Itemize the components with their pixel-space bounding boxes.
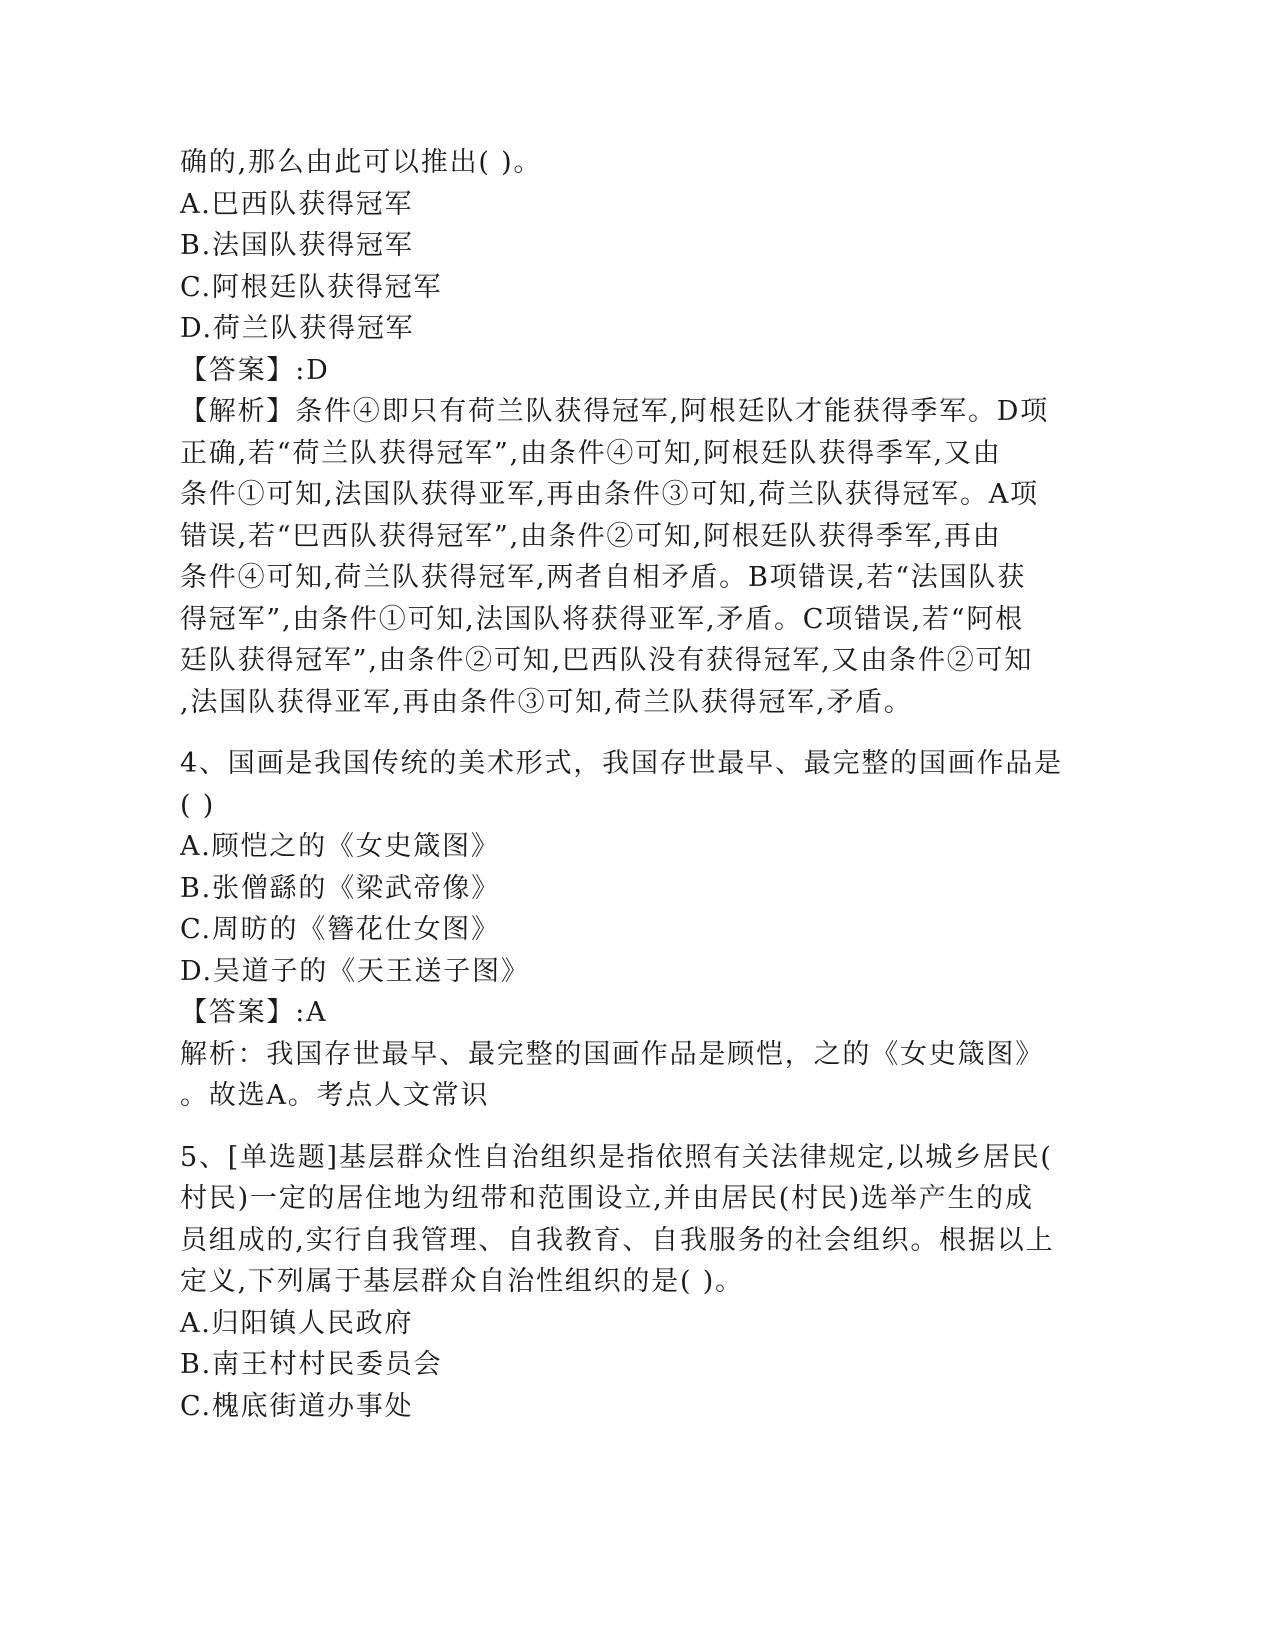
question-3-analysis-line: 廷队获得冠军”,由条件②可知,巴西队没有获得冠军,又由条件②可知	[180, 645, 1034, 676]
question-5-option-a: A.归阳镇人民政府	[180, 1307, 414, 1339]
question-3-analysis-line: 【解析】条件④即只有荷兰队获得冠军,阿根廷队才能获得季军。D项	[180, 396, 1050, 427]
question-3-analysis-line: 得冠军”,由条件①可知,法国队将获得亚军,矛盾。C项错误,若“阿根	[180, 603, 1024, 635]
question-3-option-a: A.巴西队获得冠军	[180, 188, 414, 220]
question-4-option-c: C.周昉的《簪花仕女图》	[180, 914, 500, 945]
question-3-answer: 【答案】:D	[180, 354, 330, 386]
question-4-answer: 【答案】:A	[180, 997, 328, 1028]
spacer	[180, 1117, 1040, 1137]
spacer	[180, 723, 1040, 743]
question-3-analysis-line: 条件①可知,法国队获得亚军,再由条件③可知,荷兰队获得冠军。A项	[180, 479, 1039, 510]
question-4-option-d: D.吴道子的《天王送子图》	[180, 955, 530, 987]
question-5-option-c: C.槐底街道办事处	[180, 1390, 414, 1422]
question-3-analysis-line: 条件④可知,荷兰队获得冠军,两者自相矛盾。B项错误,若“法国队获	[180, 562, 1026, 593]
page-content	[180, 142, 1063, 1427]
question-3-option-c: C.阿根廷队获得冠军	[180, 271, 443, 303]
question-3-stem-tail: 确的,那么由此可以推出( )。	[180, 147, 543, 178]
question-4-analysis-line: 。故选A。考点人文常识	[180, 1080, 490, 1111]
question-4-option-a: A.顾恺之的《女史箴图》	[180, 831, 500, 862]
question-3-analysis-line: 错误,若“巴西队获得冠军”,由条件②可知,阿根廷队获得季军,再由	[180, 520, 1002, 552]
question-4-option-b: B.张僧繇的《梁武帝像》	[180, 872, 501, 904]
question-5-stem-line: 员组成的,实行自我管理、自我教育、自我服务的社会组织。根据以上	[180, 1224, 1055, 1256]
question-3-option-d: D.荷兰队获得冠军	[180, 313, 415, 344]
question-5-stem-line: 村民)一定的居住地为纽带和范围设立,并由居民(村民)选举产生的成	[180, 1183, 1034, 1214]
question-4-analysis-line: 解析：我国存世最早、最完整的国画作品是顾恺，之的《女史箴图》	[180, 1038, 1044, 1070]
question-3-analysis-line: ,法国队获得亚军,再由条件③可知,荷兰队获得冠军,矛盾。	[180, 686, 913, 718]
question-5-block	[180, 1137, 1055, 1428]
question-5-option-b: B.南王村村民委员会	[180, 1349, 443, 1380]
question-5-stem-line: 定义,下列属于基层群众自治性组织的是( )。	[180, 1266, 744, 1297]
question-3-block	[180, 142, 1050, 723]
question-4-stem-line: ( )	[180, 789, 216, 821]
question-3-analysis-line: 正确,若“荷兰队获得冠军”,由条件④可知,阿根廷队获得季军,又由	[180, 437, 1002, 469]
question-4-stem-line: 4、国画是我国传统的美术形式，我国存世最早、最完整的国画作品是	[180, 748, 1063, 779]
question-4-block	[180, 743, 1063, 1117]
question-3-option-b: B.法国队获得冠军	[180, 230, 414, 261]
question-5-stem-line: 5、[单选题]基层群众性自治组织是指依照有关法律规定,以城乡居民(	[180, 1141, 1053, 1173]
